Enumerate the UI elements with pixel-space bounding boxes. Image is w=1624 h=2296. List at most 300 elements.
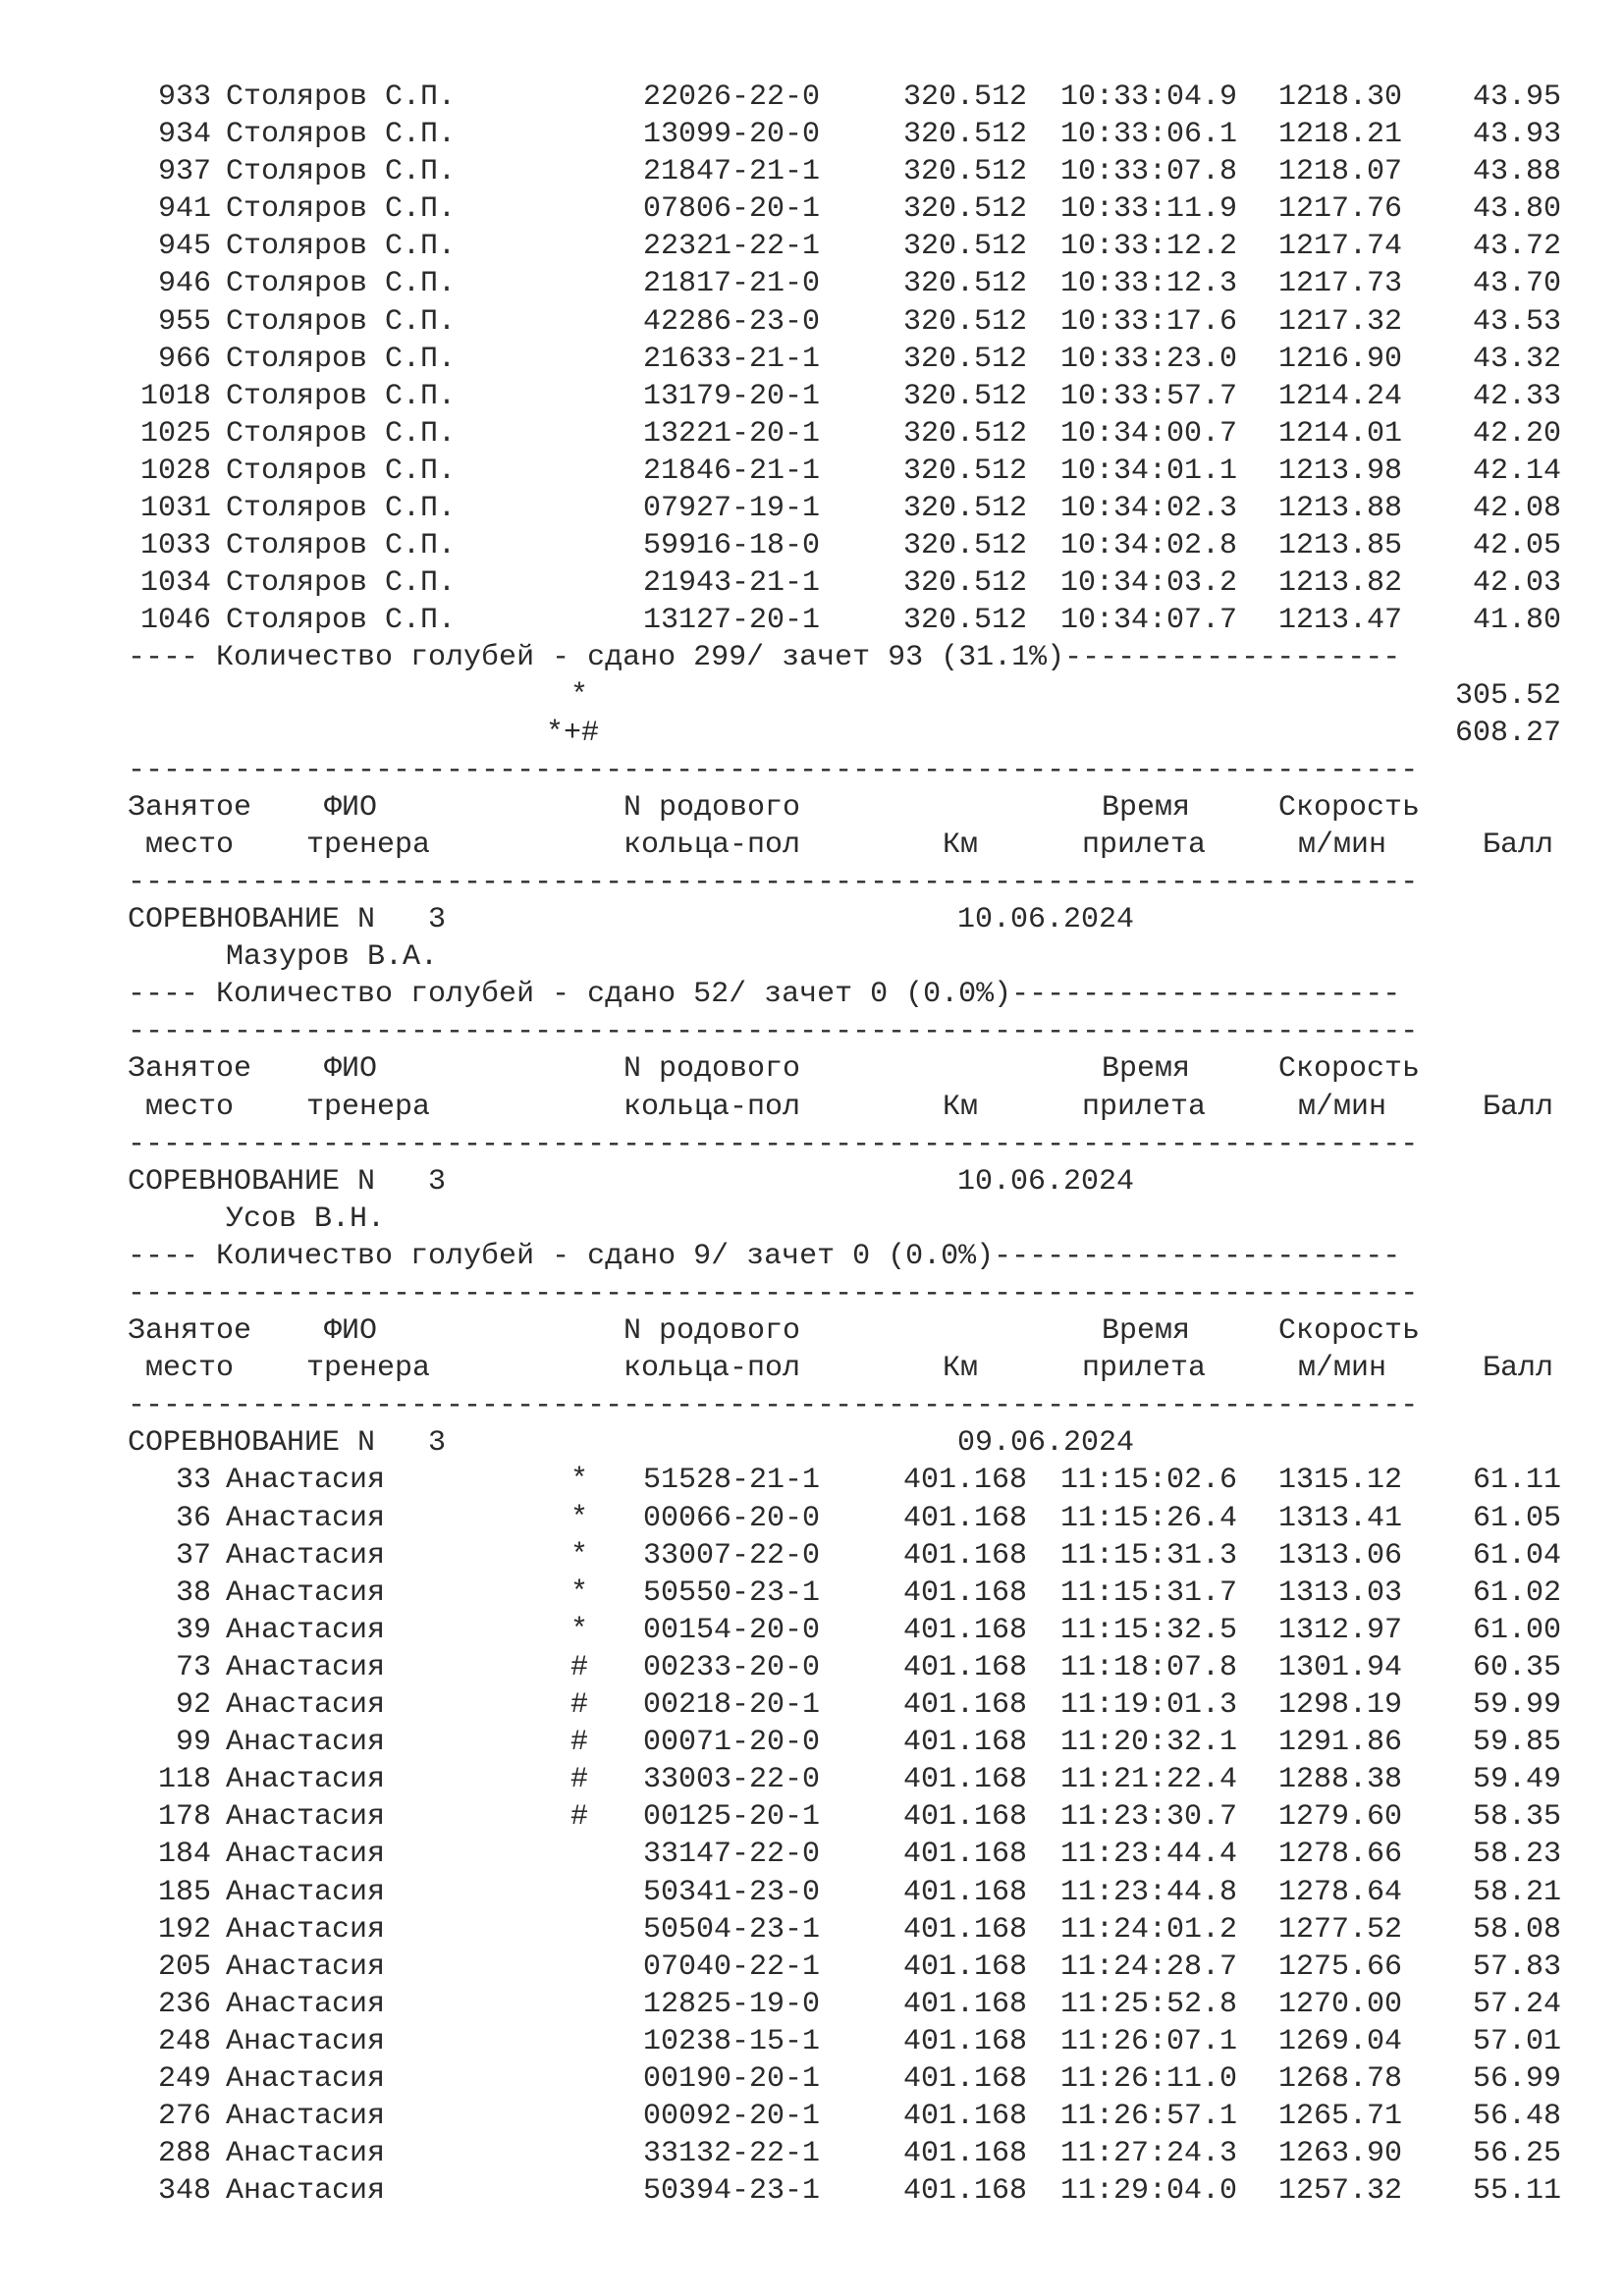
cell-mark: # — [569, 1650, 588, 1684]
cell-km: 320.512 — [903, 230, 1028, 264]
table-row — [128, 1986, 1561, 2023]
cell-score: 57.01 — [1472, 2024, 1561, 2058]
cell-mark: * — [569, 1613, 588, 1647]
cell-km: 401.168 — [903, 2024, 1028, 2058]
cell-km: 401.168 — [903, 2100, 1028, 2134]
cell-score: 61.04 — [1472, 1538, 1561, 1573]
header-name: тренера — [306, 828, 431, 862]
cell-time: 10:34:03.2 — [1060, 566, 1238, 601]
header-time: Время — [1102, 1314, 1191, 1349]
header-place: место — [128, 1090, 235, 1124]
cell-ring: 13127-20-1 — [643, 604, 821, 638]
header-speed: Скорость — [1278, 790, 1421, 825]
cell-speed: 1265.71 — [1278, 2100, 1403, 2134]
cell-rank: 1018 — [139, 379, 211, 413]
header-place: место — [128, 828, 235, 862]
cell-rank: 288 — [157, 2137, 211, 2171]
cell-km: 320.512 — [903, 192, 1028, 227]
cell-km: 401.168 — [903, 2174, 1028, 2209]
cell-ring: 00071-20-0 — [643, 1726, 821, 1760]
cell-ring: 21943-21-1 — [643, 566, 821, 601]
header-time: прилета — [1082, 1090, 1207, 1124]
cell-time: 11:29:04.0 — [1060, 2174, 1238, 2209]
cell-rank: 192 — [157, 1912, 211, 1947]
cell-score: 60.35 — [1472, 1650, 1561, 1684]
cell-speed: 1268.78 — [1278, 2061, 1403, 2096]
table-row — [128, 378, 1561, 415]
cell-name: Анастасия — [226, 1949, 386, 1984]
table-row — [128, 602, 1561, 639]
cell-name: Столяров С.П. — [226, 529, 457, 563]
owner-name: Усов В.Н. — [226, 1201, 386, 1236]
cell-time: 10:34:07.7 — [1060, 604, 1238, 638]
cell-name: Анастасия — [226, 1987, 386, 2021]
cell-time: 10:33:11.9 — [1060, 192, 1238, 227]
cell-km: 320.512 — [903, 529, 1028, 563]
header-speed: м/мин — [1298, 1352, 1387, 1386]
header-time: Время — [1102, 790, 1191, 825]
cell-speed: 1288.38 — [1278, 1763, 1403, 1797]
cell-rank: 941 — [157, 192, 211, 227]
cell-speed: 1279.60 — [1278, 1800, 1403, 1835]
cell-km: 401.168 — [903, 1838, 1028, 1872]
cell-ring: 22321-22-1 — [643, 230, 821, 264]
cell-ring: 13099-20-0 — [643, 118, 821, 152]
cell-name: Анастасия — [226, 1800, 386, 1835]
cell-name: Столяров С.П. — [226, 492, 457, 526]
header-name: ФИО — [324, 1052, 378, 1087]
cell-km: 320.512 — [903, 304, 1028, 339]
cell-speed: 1269.04 — [1278, 2024, 1403, 2058]
cell-speed: 1218.07 — [1278, 155, 1403, 189]
cell-score: 43.95 — [1472, 80, 1561, 114]
cell-ring: 07806-20-1 — [643, 192, 821, 227]
cell-score: 59.99 — [1472, 1688, 1561, 1723]
cell-km: 401.168 — [903, 1538, 1028, 1573]
cell-time: 11:15:32.5 — [1060, 1613, 1238, 1647]
cell-km: 401.168 — [903, 1763, 1028, 1797]
cell-km: 401.168 — [903, 1987, 1028, 2021]
cell-mark: # — [569, 1800, 588, 1835]
table-row — [128, 1537, 1561, 1575]
cell-speed: 1275.66 — [1278, 1949, 1403, 1984]
cell-rank: 966 — [157, 342, 211, 376]
cell-speed: 1312.97 — [1278, 1613, 1403, 1647]
cell-time: 11:15:31.3 — [1060, 1538, 1238, 1573]
cell-km: 320.512 — [903, 416, 1028, 451]
cell-mark: # — [569, 1688, 588, 1723]
cell-km: 401.168 — [903, 2061, 1028, 2096]
cell-time: 11:25:52.8 — [1060, 1987, 1238, 2021]
total-line: ---- Количество голубей - сдано 9/ зачет 0 (0.0%)----------------------- — [128, 1239, 1401, 1273]
cell-time: 11:24:01.2 — [1060, 1912, 1238, 1947]
cell-mark: # — [569, 1726, 588, 1760]
header-ring: кольца-пол — [623, 1352, 801, 1386]
cell-rank: 1028 — [139, 454, 211, 488]
cell-ring: 07927-19-1 — [643, 492, 821, 526]
cell-rank: 1031 — [139, 492, 211, 526]
cell-km: 320.512 — [903, 492, 1028, 526]
cell-name: Анастасия — [226, 2061, 386, 2096]
header-speed: м/мин — [1298, 828, 1387, 862]
cell-rank: 236 — [157, 1987, 211, 2021]
cell-rank: 249 — [157, 2061, 211, 2096]
table-row — [128, 415, 1561, 453]
cell-rank: 205 — [157, 1949, 211, 1984]
header-speed: м/мин — [1298, 1090, 1387, 1124]
cell-score: 59.49 — [1472, 1763, 1561, 1797]
table-row — [128, 1874, 1561, 1911]
cell-rank: 955 — [157, 304, 211, 339]
cell-score: 43.72 — [1472, 230, 1561, 264]
cell-km: 401.168 — [903, 1575, 1028, 1610]
cell-rank: 276 — [157, 2100, 211, 2134]
cell-name: Столяров С.П. — [226, 80, 457, 114]
table-row — [128, 2098, 1561, 2135]
cell-time: 11:20:32.1 — [1060, 1726, 1238, 1760]
cell-ring: 33132-22-1 — [643, 2137, 821, 2171]
cell-rank: 184 — [157, 1838, 211, 1872]
cell-score: 59.85 — [1472, 1726, 1561, 1760]
cell-speed: 1216.90 — [1278, 342, 1403, 376]
cell-speed: 1217.76 — [1278, 192, 1403, 227]
cell-ring: 00218-20-1 — [643, 1688, 821, 1723]
header-row-top — [128, 1312, 1561, 1350]
cell-score: 42.33 — [1472, 379, 1561, 413]
cell-ring: 42286-23-0 — [643, 304, 821, 339]
cell-km: 320.512 — [903, 342, 1028, 376]
cell-score: 61.11 — [1472, 1464, 1561, 1498]
cell-time: 10:33:07.8 — [1060, 155, 1238, 189]
table-row — [128, 228, 1561, 265]
cell-rank: 946 — [157, 267, 211, 301]
cell-name: Столяров С.П. — [226, 379, 457, 413]
cell-name: Анастасия — [226, 2024, 386, 2058]
header-place: Занятое — [128, 1314, 252, 1349]
cell-time: 11:23:44.4 — [1060, 1838, 1238, 1872]
header-ring: кольца-пол — [623, 828, 801, 862]
cell-speed: 1213.82 — [1278, 566, 1403, 601]
cell-km: 401.168 — [903, 1464, 1028, 1498]
cell-name: Анастасия — [226, 1575, 386, 1610]
cell-score: 58.21 — [1472, 1875, 1561, 1909]
cell-rank: 118 — [157, 1763, 211, 1797]
cell-time: 10:33:04.9 — [1060, 80, 1238, 114]
cell-time: 11:23:44.8 — [1060, 1875, 1238, 1909]
cell-time: 10:33:23.0 — [1060, 342, 1238, 376]
cell-speed: 1214.01 — [1278, 416, 1403, 451]
header-km: Км — [943, 1090, 979, 1124]
cell-km: 401.168 — [903, 1949, 1028, 1984]
cell-score: 57.24 — [1472, 1987, 1561, 2021]
cell-ring: 51528-21-1 — [643, 1464, 821, 1498]
cell-km: 320.512 — [903, 118, 1028, 152]
cell-name: Анастасия — [226, 2100, 386, 2134]
cell-name: Анастасия — [226, 1650, 386, 1684]
header-speed: Скорость — [1278, 1052, 1421, 1087]
separator-line: ------------------------------------------------------------------------- — [128, 1277, 1419, 1310]
cell-ring: 33147-22-0 — [643, 1838, 821, 1872]
table-header — [128, 1050, 1561, 1125]
cell-rank: 933 — [157, 80, 211, 114]
cell-rank: 1034 — [139, 566, 211, 601]
table-header — [128, 789, 1561, 864]
cell-speed: 1214.24 — [1278, 379, 1403, 413]
summary-line: *+# 608.27 — [545, 716, 1561, 750]
cell-rank: 99 — [175, 1726, 211, 1760]
cell-km: 401.168 — [903, 1800, 1028, 1835]
cell-time: 10:33:12.3 — [1060, 267, 1238, 301]
cell-score: 43.88 — [1472, 155, 1561, 189]
cell-ring: 00154-20-0 — [643, 1613, 821, 1647]
table-row — [128, 116, 1561, 153]
cell-time: 10:33:17.6 — [1060, 304, 1238, 339]
cell-rank: 39 — [175, 1613, 211, 1647]
cell-time: 11:15:26.4 — [1060, 1501, 1238, 1535]
cell-mark: # — [569, 1763, 588, 1797]
header-speed: Скорость — [1278, 1314, 1421, 1349]
header-name: тренера — [306, 1090, 431, 1124]
cell-km: 320.512 — [903, 454, 1028, 488]
cell-speed: 1257.32 — [1278, 2174, 1403, 2209]
cell-name: Столяров С.П. — [226, 304, 457, 339]
cell-rank: 73 — [175, 1650, 211, 1684]
competition-title: СОРЕВНОВАНИЕ N 3 10.06.2024 — [128, 1164, 1135, 1199]
cell-km: 320.512 — [903, 155, 1028, 189]
header-row-bottom — [128, 827, 1561, 864]
cell-rank: 945 — [157, 230, 211, 264]
cell-ring: 07040-22-1 — [643, 1949, 821, 1984]
cell-time: 11:21:22.4 — [1060, 1763, 1238, 1797]
cell-time: 11:27:24.3 — [1060, 2137, 1238, 2171]
header-score: Балл — [1483, 1352, 1554, 1386]
cell-mark: * — [569, 1575, 588, 1610]
cell-speed: 1270.00 — [1278, 1987, 1403, 2021]
cell-ring: 00233-20-0 — [643, 1650, 821, 1684]
cell-time: 10:34:02.8 — [1060, 529, 1238, 563]
cell-speed: 1213.98 — [1278, 454, 1403, 488]
header-name: ФИО — [324, 1314, 378, 1349]
cell-time: 10:34:02.3 — [1060, 492, 1238, 526]
cell-km: 401.168 — [903, 1912, 1028, 1947]
owner-name: Мазуров В.А. — [226, 940, 439, 975]
cell-speed: 1315.12 — [1278, 1464, 1403, 1498]
cell-rank: 1025 — [139, 416, 211, 451]
cell-name: Анастасия — [226, 1464, 386, 1498]
header-km: Км — [943, 828, 979, 862]
cell-name: Анастасия — [226, 1838, 386, 1872]
cell-score: 42.14 — [1472, 454, 1561, 488]
cell-name: Столяров С.П. — [226, 155, 457, 189]
cell-ring: 33007-22-0 — [643, 1538, 821, 1573]
cell-score: 43.32 — [1472, 342, 1561, 376]
cell-ring: 00190-20-1 — [643, 2061, 821, 2096]
cell-name: Столяров С.П. — [226, 416, 457, 451]
cell-ring: 21633-21-1 — [643, 342, 821, 376]
table-row — [128, 2060, 1561, 2098]
cell-speed: 1313.06 — [1278, 1538, 1403, 1573]
cell-time: 11:23:30.7 — [1060, 1800, 1238, 1835]
cell-km: 320.512 — [903, 267, 1028, 301]
header-ring: N родового — [623, 1052, 801, 1087]
cell-ring: 10238-15-1 — [643, 2024, 821, 2058]
cell-name: Анастасия — [226, 1538, 386, 1573]
header-place: Занятое — [128, 790, 252, 825]
header-ring: кольца-пол — [623, 1090, 801, 1124]
separator-line: ------------------------------------------------------------------------- — [128, 865, 1419, 899]
header-score: Балл — [1483, 1090, 1554, 1124]
cell-score: 41.80 — [1472, 604, 1561, 638]
cell-ring: 21817-21-0 — [643, 267, 821, 301]
cell-speed: 1213.85 — [1278, 529, 1403, 563]
cell-ring: 50394-23-1 — [643, 2174, 821, 2209]
cell-score: 42.08 — [1472, 492, 1561, 526]
cell-name: Анастасия — [226, 1726, 386, 1760]
cell-speed: 1278.64 — [1278, 1875, 1403, 1909]
cell-time: 11:24:28.7 — [1060, 1949, 1238, 1984]
cell-rank: 37 — [175, 1538, 211, 1573]
cell-score: 55.11 — [1472, 2174, 1561, 2209]
header-name: тренера — [306, 1352, 431, 1386]
cell-score: 42.03 — [1472, 566, 1561, 601]
table-row — [128, 2135, 1561, 2172]
cell-name: Столяров С.П. — [226, 454, 457, 488]
cell-name: Анастасия — [226, 1912, 386, 1947]
cell-rank: 1046 — [139, 604, 211, 638]
cell-mark: * — [569, 1538, 588, 1573]
cell-rank: 1033 — [139, 529, 211, 563]
cell-km: 320.512 — [903, 604, 1028, 638]
header-ring: N родового — [623, 790, 801, 825]
header-name: ФИО — [324, 790, 378, 825]
cell-score: 61.02 — [1472, 1575, 1561, 1610]
cell-name: Столяров С.П. — [226, 566, 457, 601]
table-row — [128, 79, 1561, 116]
table-row — [128, 1911, 1561, 1949]
cell-speed: 1313.03 — [1278, 1575, 1403, 1610]
cell-rank: 38 — [175, 1575, 211, 1610]
cell-ring: 22026-22-0 — [643, 80, 821, 114]
cell-time: 11:26:11.0 — [1060, 2061, 1238, 2096]
cell-score: 42.05 — [1472, 529, 1561, 563]
cell-ring: 13221-20-1 — [643, 416, 821, 451]
competition-title: СОРЕВНОВАНИЕ N 3 10.06.2024 — [128, 903, 1135, 937]
cell-ring: 50504-23-1 — [643, 1912, 821, 1947]
table-row — [128, 564, 1561, 602]
header-score: Балл — [1483, 828, 1554, 862]
cell-name: Анастасия — [226, 1763, 386, 1797]
cell-km: 320.512 — [903, 80, 1028, 114]
header-ring: N родового — [623, 1314, 801, 1349]
header-row-top — [128, 789, 1561, 827]
table-row — [128, 1949, 1561, 1986]
cell-km: 401.168 — [903, 1650, 1028, 1684]
cell-time: 11:19:01.3 — [1060, 1688, 1238, 1723]
cell-ring: 50550-23-1 — [643, 1575, 821, 1610]
cell-rank: 185 — [157, 1875, 211, 1909]
cell-ring: 21847-21-1 — [643, 155, 821, 189]
header-km: Км — [943, 1352, 979, 1386]
table-row — [128, 1836, 1561, 1873]
cell-speed: 1291.86 — [1278, 1726, 1403, 1760]
table-row — [128, 153, 1561, 190]
table-row — [128, 303, 1561, 341]
header-place: место — [128, 1352, 235, 1386]
cell-km: 401.168 — [903, 2137, 1028, 2171]
cell-speed: 1301.94 — [1278, 1650, 1403, 1684]
results-block-anastasia — [128, 1462, 1561, 2210]
cell-time: 11:26:57.1 — [1060, 2100, 1238, 2134]
cell-speed: 1313.41 — [1278, 1501, 1403, 1535]
header-time: прилета — [1082, 828, 1207, 862]
header-place: Занятое — [128, 1052, 252, 1087]
summary-line: * 305.52 — [569, 678, 1561, 713]
cell-km: 401.168 — [903, 1875, 1028, 1909]
cell-ring: 50341-23-0 — [643, 1875, 821, 1909]
cell-speed: 1218.21 — [1278, 118, 1403, 152]
cell-speed: 1217.74 — [1278, 230, 1403, 264]
table-row — [128, 527, 1561, 564]
table-row — [128, 1649, 1561, 1686]
cell-rank: 36 — [175, 1501, 211, 1535]
total-line: ---- Количество голубей - сдано 52/ зачет 0 (0.0%)---------------------- — [128, 978, 1401, 1012]
header-row-bottom — [128, 1089, 1561, 1126]
cell-score: 56.99 — [1472, 2061, 1561, 2096]
table-row — [128, 1612, 1561, 1649]
cell-score: 58.23 — [1472, 1838, 1561, 1872]
table-row — [128, 1724, 1561, 1761]
cell-score: 42.20 — [1472, 416, 1561, 451]
cell-time: 10:34:00.7 — [1060, 416, 1238, 451]
cell-speed: 1213.88 — [1278, 492, 1403, 526]
cell-name: Анастасия — [226, 1501, 386, 1535]
cell-km: 401.168 — [903, 1688, 1028, 1723]
table-row — [128, 1761, 1561, 1798]
table-row — [128, 190, 1561, 228]
header-time: прилета — [1082, 1352, 1207, 1386]
cell-score: 61.05 — [1472, 1501, 1561, 1535]
cell-ring: 13179-20-1 — [643, 379, 821, 413]
cell-time: 11:15:31.7 — [1060, 1575, 1238, 1610]
table-row — [128, 1798, 1561, 1836]
cell-name: Столяров С.П. — [226, 342, 457, 376]
cell-ring: 00092-20-1 — [643, 2100, 821, 2134]
separator-line: ------------------------------------------------------------------------- — [128, 1015, 1419, 1049]
cell-ring: 21846-21-1 — [643, 454, 821, 488]
cell-score: 43.53 — [1472, 304, 1561, 339]
cell-speed: 1217.73 — [1278, 267, 1403, 301]
header-time: Время — [1102, 1052, 1191, 1087]
header-row-top — [128, 1050, 1561, 1088]
separator-line: ------------------------------------------------------------------------- — [128, 753, 1419, 787]
table-row — [128, 1686, 1561, 1724]
total-line: ---- Количество голубей - сдано 299/ зачет 93 (31.1%)------------------- — [128, 641, 1401, 675]
cell-speed: 1218.30 — [1278, 80, 1403, 114]
cell-time: 11:15:02.6 — [1060, 1464, 1238, 1498]
cell-name: Анастасия — [226, 1688, 386, 1723]
cell-km: 401.168 — [903, 1501, 1028, 1535]
cell-name: Анастасия — [226, 1613, 386, 1647]
cell-rank: 934 — [157, 118, 211, 152]
results-document — [128, 79, 1561, 2210]
header-row-bottom — [128, 1350, 1561, 1387]
cell-rank: 937 — [157, 155, 211, 189]
cell-ring: 12825-19-0 — [643, 1987, 821, 2021]
results-block-stolyarov — [128, 79, 1561, 639]
separator-line: ------------------------------------------------------------------------- — [128, 1127, 1419, 1161]
cell-km: 401.168 — [903, 1613, 1028, 1647]
cell-score: 57.83 — [1472, 1949, 1561, 1984]
